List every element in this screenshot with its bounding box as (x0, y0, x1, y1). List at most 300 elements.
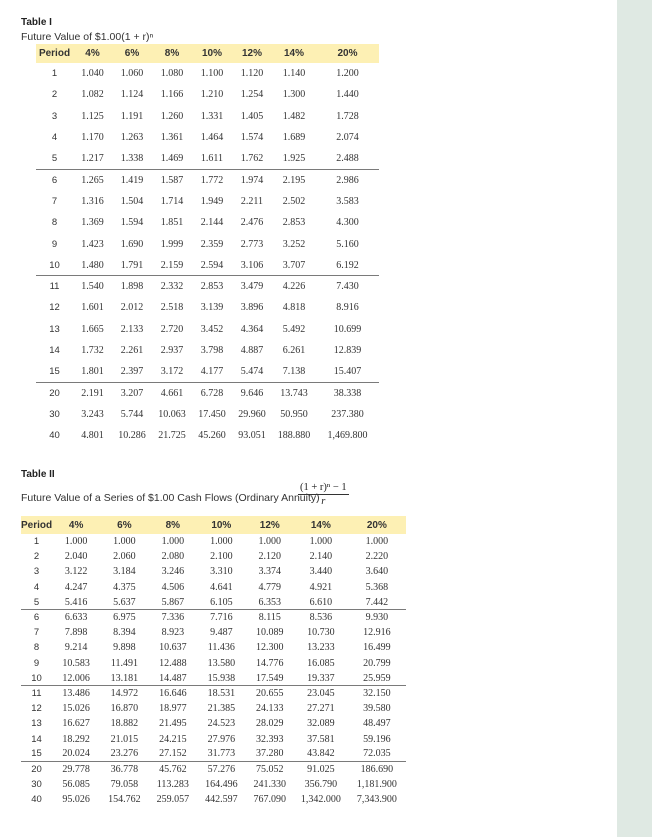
value-cell: 7.336 (149, 610, 197, 625)
value-cell: 9.930 (348, 610, 406, 625)
value-cell: 2.144 (200, 217, 224, 229)
value-cell: 50.950 (280, 408, 308, 420)
value-cell: 7.716 (197, 610, 245, 625)
value-cell: 1.100 (200, 68, 224, 80)
value-cell: 19.337 (307, 672, 335, 684)
period-cell: 11 (36, 276, 73, 297)
value-cell: 1.925 (282, 153, 306, 165)
value-cell: 13.580 (207, 657, 236, 669)
value-cell: 39.580 (363, 703, 391, 715)
value-cell: 442.597 (205, 794, 238, 806)
period-cell: 13 (49, 323, 60, 335)
value-cell: 6.633 (52, 610, 100, 625)
value-cell: 1.464 (200, 132, 224, 144)
value-cell: 237.380 (331, 408, 364, 420)
value-cell: 5.744 (120, 408, 144, 420)
value-cell: 1.200 (336, 68, 359, 80)
period-cell: 10 (31, 672, 42, 684)
value-cell: 9.646 (232, 382, 272, 403)
value-cell: 21.725 (158, 430, 186, 442)
value-cell: 2.195 (272, 169, 316, 190)
period-cell: 2 (33, 551, 40, 563)
value-cell: 3.122 (64, 566, 88, 578)
value-cell: 15.026 (62, 703, 90, 715)
value-cell: 45.260 (198, 430, 226, 442)
value-cell: 12.006 (62, 672, 90, 684)
period-cell: 1 (51, 68, 58, 80)
table-row (21, 640, 406, 655)
value-cell: 24.133 (256, 703, 284, 715)
period-cell: 13 (31, 718, 42, 730)
value-cell: 4.177 (200, 366, 224, 378)
value-cell: 1.762 (240, 153, 264, 165)
value-cell: 2.986 (316, 169, 379, 190)
value-cell: 37.280 (256, 748, 284, 760)
value-cell: 2.261 (120, 345, 144, 356)
value-cell: 1.060 (120, 68, 144, 80)
value-cell: 13.486 (52, 686, 100, 701)
value-cell: 2.191 (73, 382, 112, 403)
header-rate: 20% (348, 516, 406, 534)
period-cell: 20 (36, 382, 73, 403)
value-cell: 241.330 (253, 779, 287, 791)
value-cell: 2.397 (120, 366, 144, 378)
value-cell: 767.090 (253, 794, 287, 806)
value-cell: 2.133 (120, 323, 144, 335)
value-cell: 164.496 (205, 779, 238, 791)
value-cell: 16.870 (110, 703, 139, 715)
value-cell: 1.000 (64, 536, 88, 548)
header-rate: 12% (232, 44, 272, 63)
value-cell: 27.271 (307, 703, 335, 715)
table-row (21, 671, 406, 686)
value-cell: 3.452 (200, 323, 224, 335)
value-cell: 8.923 (161, 627, 185, 639)
period-cell: 8 (33, 642, 40, 654)
header-rate: 8% (152, 44, 192, 63)
value-cell: 48.497 (363, 718, 391, 730)
period-cell: 15 (49, 366, 60, 378)
value-cell: 29.778 (52, 762, 100, 777)
period-cell: 6 (36, 169, 73, 190)
header-rate: 8% (149, 516, 197, 534)
value-cell: 1.000 (210, 536, 233, 548)
value-cell: 6.105 (210, 596, 233, 608)
annuity-formula (298, 482, 349, 507)
value-cell: 1.361 (160, 132, 184, 144)
period-cell: 3 (51, 110, 58, 122)
value-cell: 1.999 (160, 238, 184, 250)
value-cell: 17.549 (256, 672, 284, 684)
value-cell: 2.074 (336, 132, 359, 144)
period-cell: 14 (31, 733, 42, 745)
value-cell: 1.125 (81, 110, 104, 122)
value-cell: 2.720 (160, 323, 184, 335)
value-cell: 12.300 (256, 642, 284, 654)
table1-title: Future Value of $1.00(1 + r)ⁿ (21, 31, 154, 43)
value-cell: 31.773 (207, 748, 236, 760)
value-cell: 1.080 (160, 68, 184, 80)
value-cell: 21.495 (159, 718, 187, 730)
period-cell: 4 (51, 132, 58, 144)
value-cell: 72.035 (363, 748, 391, 760)
value-cell: 1.000 (161, 536, 185, 548)
value-cell: 113.283 (156, 779, 189, 791)
value-cell: 1.263 (120, 132, 144, 144)
period-cell: 20 (21, 762, 52, 777)
value-cell: 2.012 (120, 302, 144, 314)
value-cell: 5.416 (64, 596, 88, 608)
header-rate: 4% (73, 44, 112, 63)
value-cell: 10.583 (62, 657, 90, 669)
value-cell: 12.488 (159, 657, 187, 669)
value-cell: 14.776 (256, 657, 284, 669)
table-row (21, 580, 406, 595)
value-cell: 1.974 (232, 169, 272, 190)
value-cell: 1.254 (240, 89, 264, 101)
table-row (21, 686, 406, 701)
value-cell: 2.100 (210, 551, 233, 563)
value-cell: 23.045 (294, 686, 348, 701)
table-row (36, 382, 379, 403)
value-cell: 1.504 (120, 195, 144, 207)
period-cell: 4 (33, 581, 40, 593)
table-row (36, 84, 379, 105)
value-cell: 7.898 (64, 627, 88, 639)
value-cell: 5.160 (336, 238, 359, 250)
value-cell: 4.801 (81, 430, 104, 442)
value-cell: 18.882 (110, 718, 139, 730)
value-cell: 8.536 (294, 610, 348, 625)
value-cell: 13.743 (272, 382, 316, 403)
value-cell: 1.480 (81, 259, 104, 271)
table-row (36, 276, 379, 297)
value-cell: 10.730 (307, 627, 335, 639)
value-cell: 8.394 (113, 627, 136, 639)
value-cell: 3.640 (365, 566, 389, 578)
value-cell: 24.523 (207, 718, 236, 730)
value-cell: 1.690 (120, 238, 144, 250)
value-cell: 1.482 (282, 110, 306, 122)
value-cell: 14.972 (100, 686, 148, 701)
value-cell: 2.773 (240, 238, 264, 250)
value-cell: 7.442 (365, 596, 389, 608)
value-cell: 3.479 (232, 276, 272, 297)
value-cell: 2.140 (309, 551, 333, 563)
header-rate: 4% (52, 516, 100, 534)
value-cell: 1.316 (81, 195, 104, 207)
value-cell: 1.369 (81, 217, 104, 229)
value-cell: 6.975 (100, 610, 148, 625)
table-row (36, 212, 379, 233)
value-cell: 4.247 (64, 581, 88, 593)
value-cell: 3.583 (336, 195, 359, 207)
value-cell: 1.801 (81, 366, 104, 378)
value-cell: 5.474 (240, 366, 264, 378)
value-cell: 16.085 (307, 657, 335, 669)
value-cell: 3.252 (282, 238, 306, 250)
table2-label: Table II (21, 469, 55, 480)
value-cell: 37.581 (307, 733, 335, 745)
value-cell: 2.220 (365, 551, 389, 563)
value-cell: 11.436 (207, 642, 235, 654)
value-cell: 1.265 (73, 169, 112, 190)
value-cell: 2.502 (282, 195, 306, 207)
value-cell: 1.601 (81, 302, 104, 314)
value-cell: 3.106 (240, 259, 264, 271)
value-cell: 1.040 (81, 68, 104, 80)
value-cell: 2.040 (64, 551, 88, 563)
table-row (36, 106, 379, 127)
header-rate: 20% (316, 44, 379, 63)
value-cell: 21.385 (207, 703, 236, 715)
table-row (21, 549, 406, 564)
header-period: Period (21, 516, 52, 534)
value-cell: 10.089 (256, 627, 284, 639)
value-cell: 11.491 (110, 657, 138, 669)
value-cell: 1.898 (112, 276, 152, 297)
value-cell: 4.779 (258, 581, 282, 593)
value-cell: 93.051 (238, 430, 266, 442)
table-row (21, 534, 406, 549)
value-cell: 12.916 (363, 627, 391, 639)
value-cell: 2.120 (258, 551, 282, 563)
value-cell: 1.440 (336, 89, 359, 101)
value-cell: 5.492 (282, 323, 306, 335)
value-cell: 2.853 (192, 276, 232, 297)
value-cell: 1.665 (81, 323, 104, 335)
table-row (21, 777, 406, 792)
value-cell: 3.243 (81, 408, 104, 420)
value-cell: 32.393 (256, 733, 284, 745)
value-cell: 20.655 (246, 686, 294, 701)
value-cell: 20.799 (363, 657, 391, 669)
value-cell: 56.085 (62, 779, 90, 791)
value-cell: 1.419 (112, 169, 152, 190)
value-cell: 1.611 (200, 153, 224, 165)
table-row (36, 255, 379, 276)
value-cell: 6.728 (192, 382, 232, 403)
value-cell: 1.540 (73, 276, 112, 297)
table-row (21, 762, 406, 777)
period-cell: 40 (49, 430, 60, 442)
value-cell: 1.140 (282, 68, 306, 80)
value-cell: 91.025 (294, 762, 348, 777)
period-cell: 8 (51, 217, 58, 229)
value-cell: 2.080 (161, 551, 185, 563)
value-cell: 18.531 (197, 686, 245, 701)
value-cell: 2.476 (240, 217, 264, 229)
table-row (36, 233, 379, 254)
value-cell: 27.976 (207, 733, 236, 745)
value-cell: 2.937 (160, 345, 184, 356)
table-row (21, 716, 406, 731)
table2-annuity-future-value (21, 516, 406, 807)
value-cell: 95.026 (62, 794, 90, 806)
value-cell: 59.196 (363, 733, 391, 745)
value-cell: 10.699 (333, 323, 362, 335)
table-row (36, 361, 379, 382)
period-cell: 6 (21, 610, 52, 625)
value-cell: 28.029 (256, 718, 284, 730)
value-cell: 1.000 (309, 536, 333, 548)
period-cell: 10 (49, 259, 60, 271)
table-row (21, 564, 406, 579)
value-cell: 1.594 (120, 217, 144, 229)
value-cell: 1.851 (160, 217, 184, 229)
value-cell: 29.960 (238, 408, 266, 420)
value-cell: 4.375 (113, 581, 136, 593)
value-cell: 3.172 (160, 366, 184, 378)
table-row (36, 297, 379, 318)
value-cell: 1.587 (152, 169, 192, 190)
table-row (21, 656, 406, 671)
value-cell: 6.610 (309, 596, 333, 608)
table1-label: Table I (21, 17, 52, 28)
formula-numerator: (1 + r)ⁿ − 1 (300, 482, 347, 493)
value-cell: 1.124 (120, 89, 144, 101)
header-rate: 14% (294, 516, 348, 534)
period-cell: 15 (31, 748, 42, 760)
formula-denominator: r (321, 496, 326, 507)
value-cell: 79.058 (110, 779, 139, 791)
value-cell: 3.207 (112, 382, 152, 403)
value-cell: 16.627 (62, 718, 90, 730)
value-cell: 1,342.000 (300, 794, 341, 806)
period-cell: 1 (33, 536, 40, 548)
value-cell: 1.791 (120, 259, 144, 271)
value-cell: 10.063 (158, 408, 186, 420)
period-cell: 2 (51, 89, 58, 101)
value-cell: 9.898 (113, 642, 136, 654)
value-cell: 17.450 (198, 408, 226, 420)
table-row (21, 625, 406, 640)
value-cell: 1.300 (282, 89, 306, 101)
value-cell: 1.210 (200, 89, 224, 101)
value-cell: 1.574 (240, 132, 264, 144)
table-row (36, 319, 379, 340)
value-cell: 1.732 (81, 345, 104, 356)
value-cell: 1.772 (192, 169, 232, 190)
value-cell: 9.487 (210, 627, 233, 639)
value-cell: 2.211 (240, 195, 264, 207)
value-cell: 24.215 (159, 733, 187, 745)
table-row (21, 701, 406, 716)
value-cell: 3.139 (200, 302, 224, 314)
value-cell: 7,343.900 (356, 794, 397, 806)
value-cell: 9.214 (64, 642, 88, 654)
value-cell: 23.276 (110, 748, 139, 760)
value-cell: 1.166 (160, 89, 184, 101)
table-row (36, 425, 379, 446)
value-cell: 3.184 (113, 566, 136, 578)
value-cell: 18.292 (62, 733, 90, 745)
period-cell: 9 (51, 238, 58, 250)
period-cell: 30 (49, 408, 60, 420)
value-cell: 1.405 (240, 110, 264, 122)
value-cell: 12.839 (333, 345, 362, 356)
value-cell: 3.798 (200, 345, 224, 356)
value-cell: 1.000 (365, 536, 389, 548)
value-cell: 2.518 (160, 302, 184, 314)
value-cell: 20.024 (62, 748, 90, 760)
value-cell: 6.353 (258, 596, 282, 608)
value-cell: 3.374 (258, 566, 282, 578)
value-cell: 15.938 (207, 672, 236, 684)
value-cell: 259.057 (156, 794, 190, 806)
header-period: Period (36, 44, 73, 63)
period-cell: 12 (31, 703, 42, 715)
value-cell: 16.646 (149, 686, 197, 701)
value-cell: 5.637 (113, 596, 136, 608)
value-cell: 57.276 (197, 762, 245, 777)
value-cell: 3.246 (161, 566, 185, 578)
value-cell: 1.728 (336, 110, 359, 122)
value-cell: 188.880 (277, 430, 311, 442)
value-cell: 3.707 (282, 259, 306, 271)
value-cell: 25.959 (363, 672, 391, 684)
value-cell: 32.089 (307, 718, 335, 730)
period-cell: 14 (49, 345, 60, 356)
value-cell: 75.052 (246, 762, 294, 777)
table-row (36, 63, 379, 84)
value-cell: 1,469.800 (327, 430, 368, 442)
value-cell: 45.762 (149, 762, 197, 777)
table-row (36, 404, 379, 425)
value-cell: 7.430 (316, 276, 379, 297)
value-cell: 4.364 (240, 323, 264, 335)
value-cell: 5.867 (161, 596, 185, 608)
period-cell: 9 (33, 657, 40, 669)
value-cell: 3.310 (210, 566, 233, 578)
period-cell: 11 (21, 686, 52, 701)
value-cell: 3.896 (240, 302, 264, 314)
table-row (21, 747, 406, 762)
header-rate: 12% (246, 516, 294, 534)
period-cell: 7 (51, 195, 58, 207)
header-rate: 14% (272, 44, 316, 63)
value-cell: 6.192 (336, 259, 359, 271)
value-cell: 16.499 (363, 642, 391, 654)
value-cell: 3.440 (309, 566, 333, 578)
value-cell: 1.469 (160, 153, 184, 165)
value-cell: 1.000 (113, 536, 136, 548)
period-cell: 5 (51, 153, 58, 165)
value-cell: 8.916 (336, 302, 359, 314)
value-cell: 2.159 (160, 259, 184, 271)
value-cell: 10.286 (118, 430, 146, 442)
value-cell: 1.170 (81, 132, 104, 144)
table-row (21, 731, 406, 746)
value-cell: 4.226 (272, 276, 316, 297)
value-cell: 1.338 (120, 153, 144, 165)
value-cell: 1.714 (160, 195, 184, 207)
value-cell: 21.015 (110, 733, 139, 745)
period-cell: 3 (33, 566, 40, 578)
table-row (36, 191, 379, 212)
value-cell: 2.853 (282, 217, 306, 229)
value-cell: 1.191 (120, 110, 144, 122)
value-cell: 1.423 (81, 238, 104, 250)
value-cell: 18.977 (159, 703, 187, 715)
period-cell: 30 (31, 779, 42, 791)
value-cell: 4.921 (309, 581, 333, 593)
value-cell: 4.300 (336, 217, 359, 229)
value-cell: 7.138 (282, 366, 306, 378)
value-cell: 1,181.900 (356, 779, 397, 791)
table-row (21, 792, 406, 807)
header-rate: 6% (100, 516, 148, 534)
